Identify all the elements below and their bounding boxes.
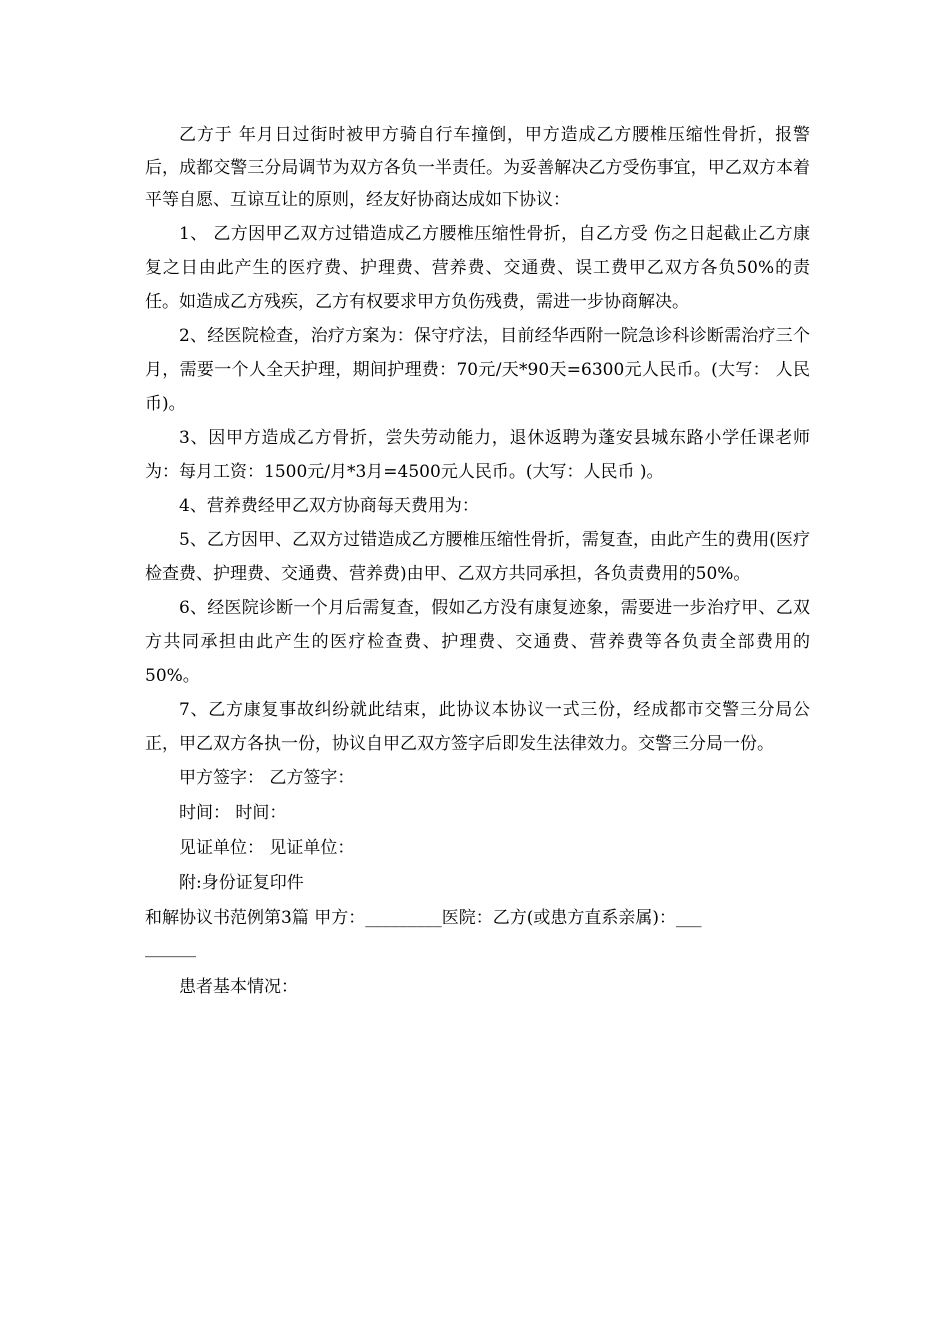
blank-continuation: ______ xyxy=(145,937,196,958)
clause-6: 6、经医院诊断一个月后需复查，假如乙方没有康复迹象，需要进一步治疗甲、乙双方共同承担由此产生的医疗检查费、护理费、交通费、营养费等各负责全部费用的50%。 xyxy=(145,597,810,686)
witness-line: 见证单位： 见证单位： xyxy=(179,837,355,858)
attachment-line: 附:身份证复印件 xyxy=(179,872,304,893)
signature-line: 甲方签字： 乙方签字： xyxy=(179,767,355,788)
clause-7: 7、乙方康复事故纠纷就此结束，此协议本协议一式三份，经成都市交警三分局公正，甲乙双方各执一份，协议自甲乙双方签字后即发生法律效力。交警三分局一份。 xyxy=(145,699,810,754)
next-section-heading: 和解协议书范例第3篇 甲方：_________医院：乙方(或患方直系亲属)：___ xyxy=(145,907,702,928)
clause-1: 1、 乙方因甲乙双方过错造成乙方腰椎压缩性骨折，自乙方受 伤之日起截止乙方康复之日由此产生的医疗费、护理费、营养费、交通费、误工费甲乙双方各负50%的责任。如造成乙方残疾，乙方有权要求甲方负伤残费，需进一步协商解决。 xyxy=(145,223,810,312)
intro-paragraph: 乙方于 年月日过街时被甲方骑自行车撞倒，甲方造成乙方腰椎压缩性骨折，报警后，成都交警三分局调节为双方各负一半责任。为妥善解决乙方受伤事宜，甲乙双方本着平等自愿、互谅互让的原则，经友好协商达成如下协议： xyxy=(145,125,810,211)
spacer xyxy=(145,960,810,970)
patient-info-heading: 患者基本情况： xyxy=(179,976,298,997)
clause-4: 4、营养费经甲乙双方协商每天费用为： xyxy=(179,495,479,516)
clause-2: 2、经医院检查，治疗方案为：保守疗法，目前经华西附一院急诊科诊断需治疗三个月，需要一个人全天护理，期间护理费：70元/天*90天=6300元人民币。(大写： 人民币)。 xyxy=(145,325,810,414)
time-line: 时间： 时间： xyxy=(179,802,287,823)
clause-3: 3、因甲方造成乙方骨折，尝失劳动能力，退休返聘为蓬安县城东路小学任课老师为：每月工资：1500元/月*3月=4500元人民币。(大写：人民币 )。 xyxy=(145,427,810,482)
clause-5: 5、乙方因甲、乙双方过错造成乙方腰椎压缩性骨折，需复查，由此产生的费用(医疗检查费、护理费、交通费、营养费)由甲、乙双方共同承担，各负责费用的50%。 xyxy=(145,529,810,584)
document-body xyxy=(145,119,810,1005)
